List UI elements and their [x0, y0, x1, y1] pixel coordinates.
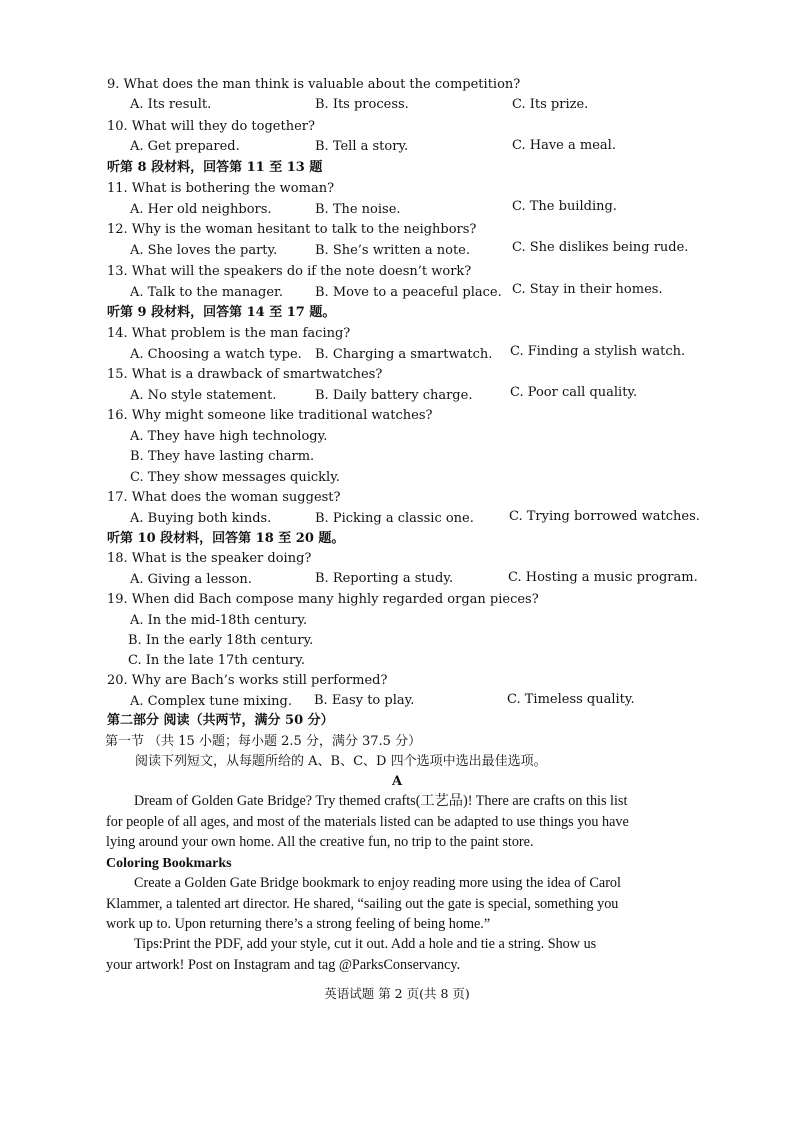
part-title: 第二部分 阅读（共两节，满分 50 分） — [107, 713, 334, 728]
option-b: B. Tell a story. — [315, 139, 409, 154]
passage-paragraph-3 — [106, 934, 702, 975]
passage-paragraph-2 — [106, 873, 702, 935]
question-text: 13. What will the speakers do if the note doesn’t work? — [107, 264, 472, 279]
question-text: 15. What is a drawback of smartwatches? — [107, 367, 383, 382]
paragraph-line: Create a Golden Gate Bridge bookmark to enjoy reading more using the idea of Carol — [134, 875, 621, 891]
option-a: A. Giving a lesson. — [130, 572, 252, 587]
question-text: 14. What problem is the man facing? — [107, 326, 351, 341]
question-text: 17. What does the woman suggest? — [107, 490, 341, 505]
option-a: A. She loves the party. — [130, 243, 278, 258]
option-b: B. Reporting a study. — [315, 571, 454, 586]
option-c: C. She dislikes being rude. — [512, 240, 689, 255]
option-b: B. In the early 18th century. — [128, 633, 314, 648]
option-c: C. In the late 17th century. — [128, 653, 305, 668]
question-text: 20. Why are Bach’s works still performed? — [107, 673, 388, 688]
option-b: B. They have lasting charm. — [130, 449, 315, 464]
option-b: B. Its process. — [315, 97, 409, 112]
question-text: 11. What is bothering the woman? — [107, 181, 335, 196]
option-a: A. Complex tune mixing. — [130, 694, 292, 709]
paragraph-line: your artwork! Post on Instagram and tag @ParksConservancy. — [106, 956, 461, 973]
paragraph-line: Klammer, a talented art director. He shared, “sailing out the gate is special, something you — [106, 895, 619, 912]
passage-label: A — [392, 774, 403, 789]
option-a: A. Get prepared. — [130, 139, 240, 154]
option-a: A. No style statement. — [130, 388, 277, 403]
question-text: 16. Why might someone like traditional watches? — [107, 408, 433, 423]
passage-paragraph-1 — [106, 791, 702, 853]
question-text: 12. Why is the woman hesitant to talk to the neighbors? — [107, 222, 477, 237]
section-heading-9: 听第 9 段材料，回答第 14 至 17 题。 — [107, 305, 336, 320]
option-a: A. Its result. — [130, 97, 212, 112]
option-b: B. The noise. — [315, 202, 401, 217]
paragraph-line: work up to. Upon returning there’s a strong feeling of being home.” — [106, 916, 491, 932]
option-b: B. Move to a peaceful place. — [315, 285, 502, 300]
option-a: A. They have high technology. — [130, 429, 328, 444]
option-b: B. Easy to play. — [314, 693, 415, 708]
paragraph-line: Dream of Golden Gate Bridge? Try themed crafts(工艺品)! There are crafts on this list — [134, 793, 628, 809]
option-c: C. Finding a stylish watch. — [510, 344, 686, 359]
option-a: A. Her old neighbors. — [130, 202, 272, 217]
option-a: A. In the mid-18th century. — [130, 613, 308, 628]
option-a: A. Choosing a watch type. — [130, 347, 302, 362]
option-c: C. They show messages quickly. — [130, 470, 340, 485]
paragraph-line: lying around your own home. All the creative fun, no trip to the paint store. — [106, 834, 534, 850]
option-c: C. Hosting a music program. — [508, 570, 698, 585]
question-text: 10. What will they do together? — [107, 119, 315, 134]
option-a: A. Talk to the manager. — [130, 285, 283, 300]
option-b: B. Picking a classic one. — [315, 511, 474, 526]
option-c: C. Have a meal. — [512, 138, 616, 153]
paragraph-line: for people of all ages, and most of the materials listed can be adapted to use things you have — [106, 813, 629, 830]
option-b: B. Charging a smartwatch. — [315, 347, 493, 362]
question-text: 19. When did Bach compose many highly regarded organ pieces? — [107, 592, 539, 607]
option-c: C. The building. — [512, 199, 617, 214]
question-text: 18. What is the speaker doing? — [107, 551, 312, 566]
option-c: C. Trying borrowed watches. — [509, 509, 700, 524]
option-b: B. Daily battery charge. — [315, 388, 473, 403]
option-c: C. Stay in their homes. — [512, 282, 663, 297]
option-c: C. Timeless quality. — [507, 692, 635, 707]
option-c: C. Its prize. — [512, 97, 589, 112]
section-heading-8: 听第 8 段材料，回答第 11 至 13 题 — [107, 160, 323, 175]
page-footer: 英语试题 第 2 页(共 8 页) — [324, 986, 470, 1001]
option-c: C. Poor call quality. — [510, 385, 638, 400]
paragraph-line: Tips:Print the PDF, add your style, cut it out. Add a hole and tie a string. Show us — [134, 936, 597, 952]
section-title: 第一节 （共 15 小题；每小题 2.5 分，满分 37.5 分） — [105, 734, 422, 749]
option-a: A. Buying both kinds. — [130, 511, 272, 526]
question-text: 9. What does the man think is valuable about the competition? — [107, 77, 521, 92]
instruction: 阅读下列短文，从每题所给的 A、B、C、D 四个选项中选出最佳选项。 — [135, 754, 547, 769]
section-heading-10: 听第 10 段材料，回答第 18 至 20 题。 — [107, 531, 345, 546]
option-b: B. She’s written a note. — [315, 243, 471, 258]
subheading: Coloring Bookmarks — [106, 856, 232, 871]
